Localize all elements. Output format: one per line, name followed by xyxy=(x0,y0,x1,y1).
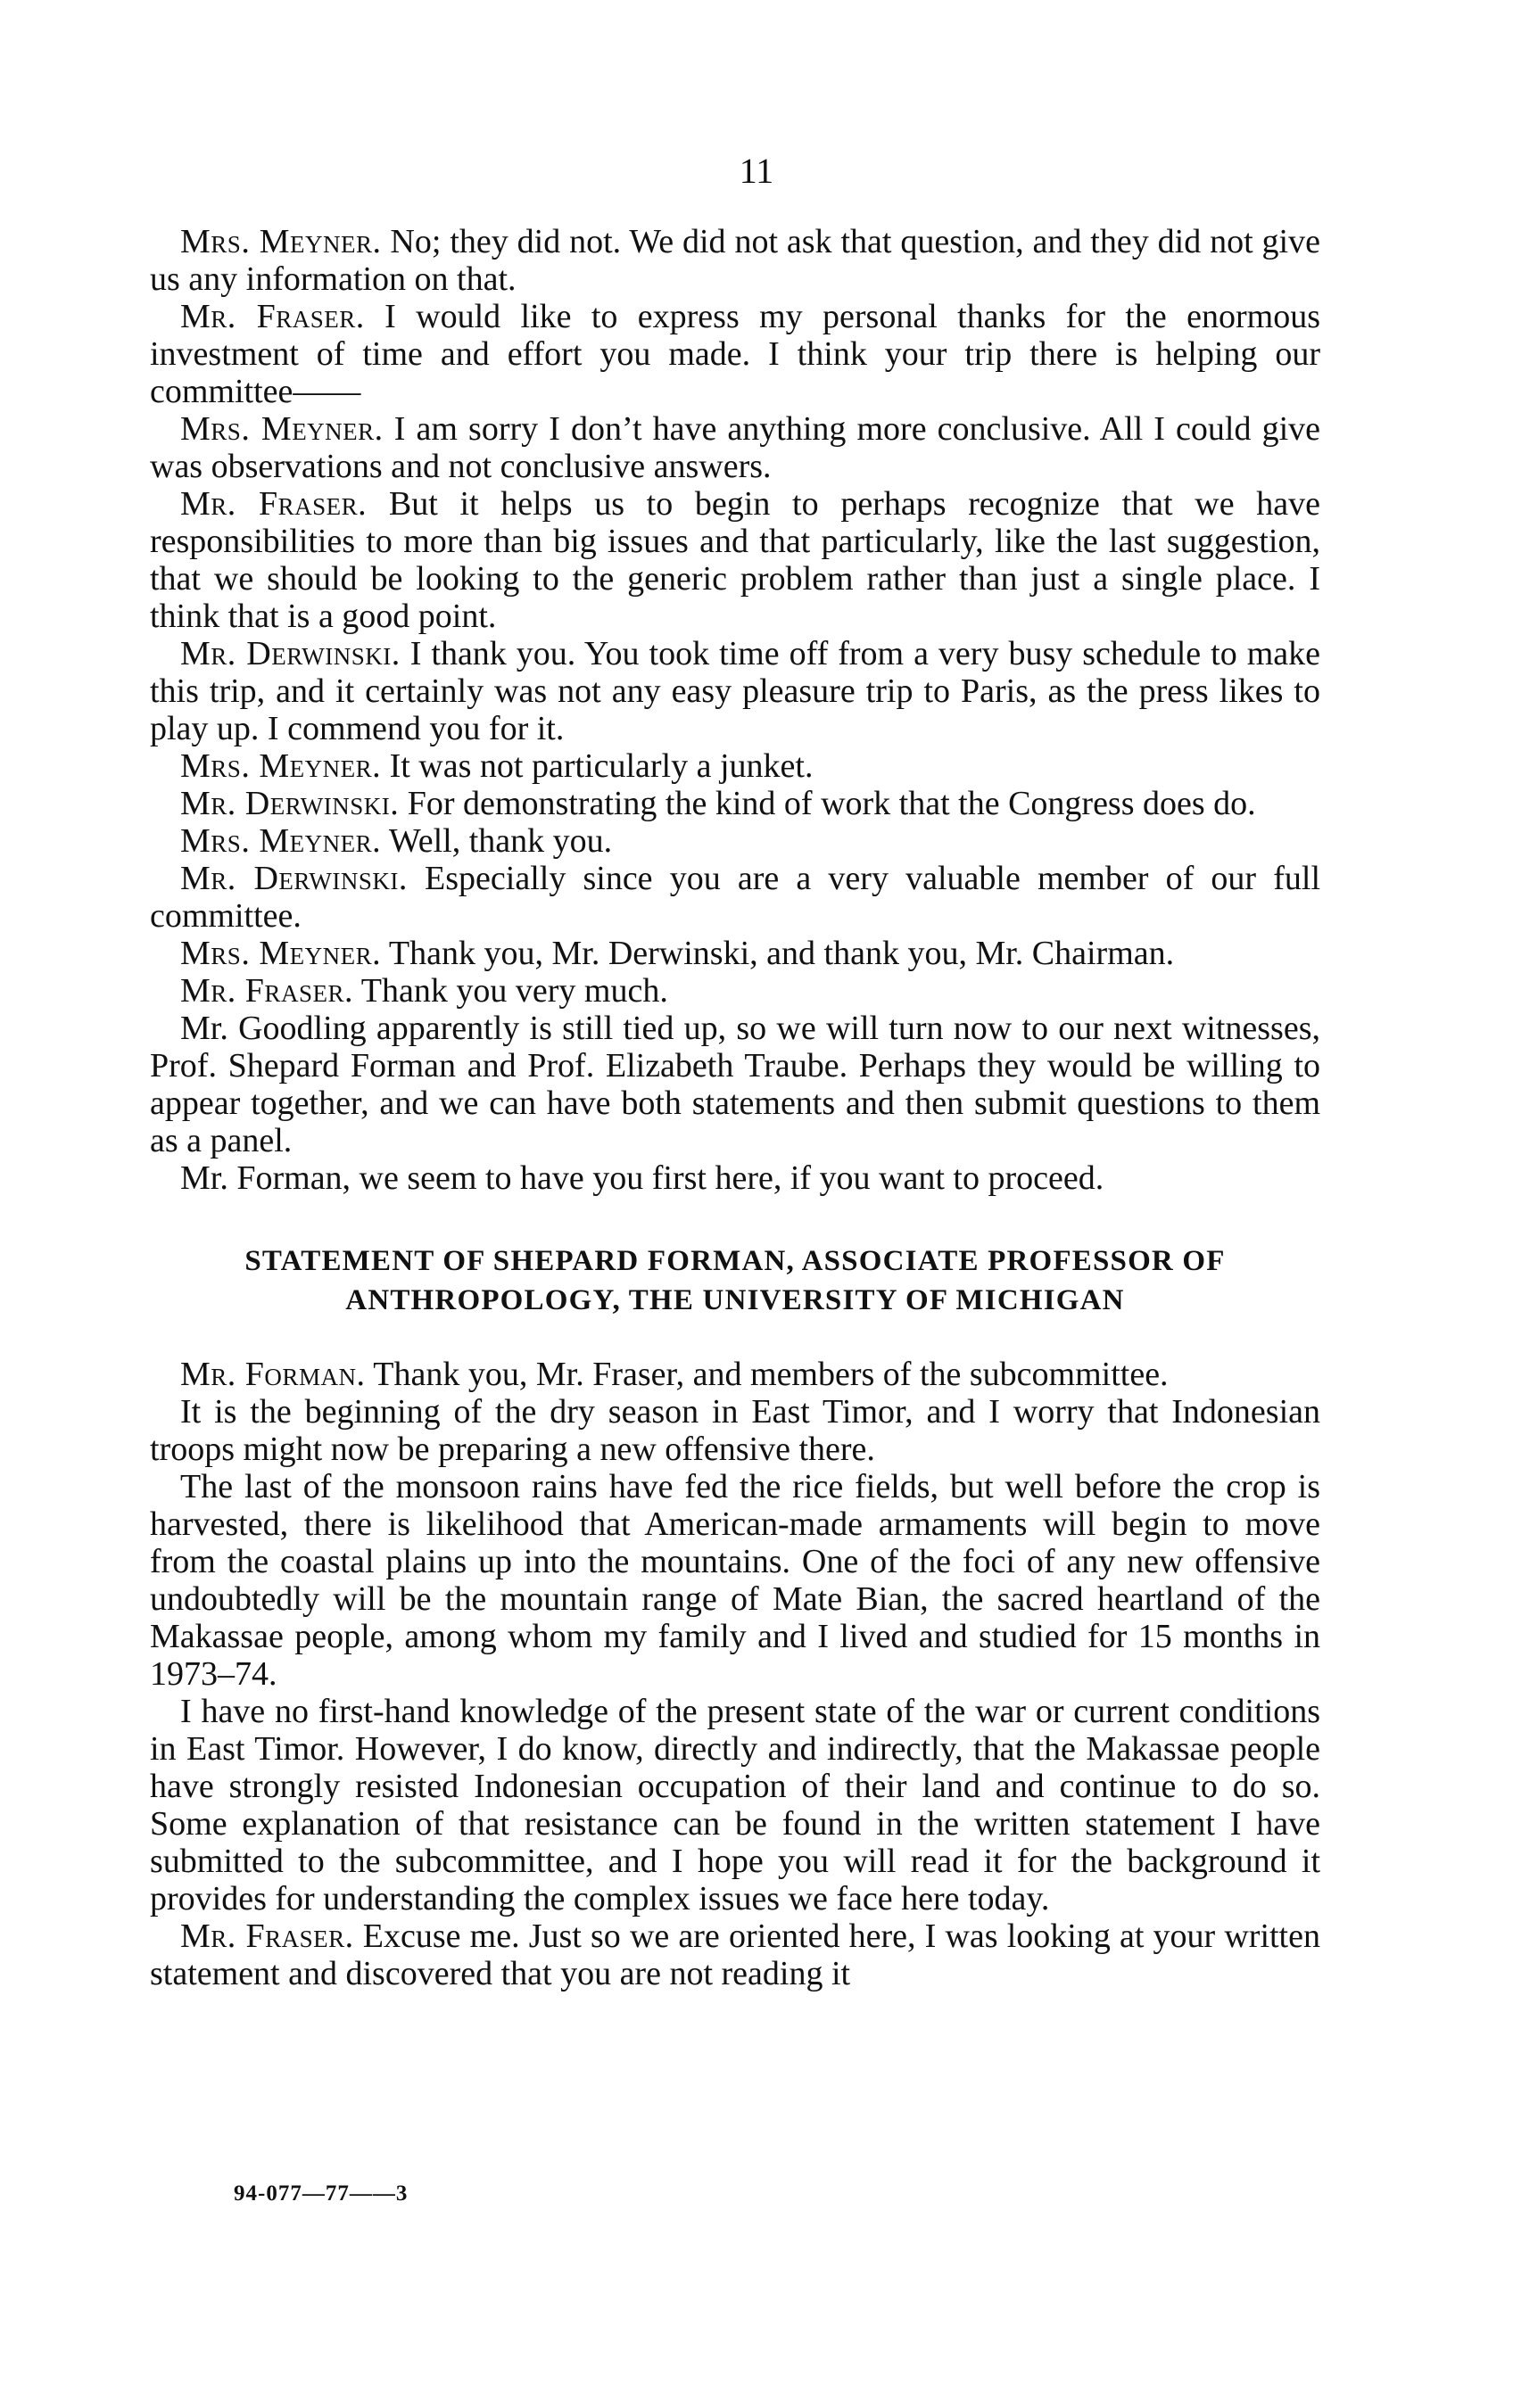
transcript-paragraph xyxy=(150,747,1320,785)
paragraph-text: I am sorry I don’t have anything more conclusive. All I could give was observations and not conclusive answers. xyxy=(150,410,1320,485)
speaker-name: Mr. Derwinski. xyxy=(180,785,400,822)
paragraph-text: Thank you, Mr. Derwinski, and thank you, Mr. Chairman. xyxy=(388,935,1175,972)
paragraph-text: I would like to express my personal thanks for the enormous investment of time and effort you made. I think your trip there is helping our committee—— xyxy=(150,298,1320,410)
paragraph-text: Thank you very much. xyxy=(360,972,668,1010)
speaker-name: Mrs. Meyner. xyxy=(180,410,384,448)
speaker-name: Mr. Fraser. xyxy=(180,298,365,335)
paragraph-text: But it helps us to begin to perhaps recognize that we have responsibilities to more than big issues and that particularly, like the last suggestion, that we should be looking to the generic problem rather than just a single place. I think that is a good point. xyxy=(150,485,1320,635)
speaker-name: Mr. Fraser. xyxy=(180,1917,354,1955)
paragraph-text: For demonstrating the kind of work that the Congress does do. xyxy=(407,785,1256,822)
statement-heading-line1: STATEMENT OF SHEPARD FORMAN, ASSOCIATE PROFESSOR OF xyxy=(244,1245,1226,1277)
paragraph-text: Mr. Forman, we seem to have you first here, if you want to proceed. xyxy=(180,1159,1104,1197)
speaker-name: Mrs. Meyner. xyxy=(180,935,382,972)
speaker-name: Mr. Derwinski. xyxy=(180,860,408,897)
speaker-name: Mrs. Meyner. xyxy=(180,822,382,860)
transcript-paragraph xyxy=(150,635,1320,747)
paragraph-text: No; they did not. We did not ask that question, and they did not give us any information on that. xyxy=(150,223,1320,298)
transcript-top-section xyxy=(150,223,1320,1197)
paragraph-text: Mr. Goodling apparently is still tied up, so we will turn now to our next witnesses, Prof. Shepard Forman and Prof. Elizabeth Traube. Perhaps they would be willing to appear together, and we can have both statements and then submit questions to them as a panel. xyxy=(150,1010,1320,1159)
transcript-paragraph xyxy=(150,1468,1320,1693)
transcript-paragraph xyxy=(150,1356,1320,1393)
transcript-paragraph xyxy=(150,1159,1320,1197)
speaker-name: Mr. Fraser. xyxy=(180,972,353,1010)
paragraph-text: Well, thank you. xyxy=(388,822,613,860)
speaker-name: Mrs. Meyner. xyxy=(180,747,382,785)
paragraph-text: Thank you, Mr. Fraser, and members of the subcommittee. xyxy=(373,1356,1169,1393)
speaker-name: Mrs. Meyner. xyxy=(180,223,382,260)
paragraph-text: It was not particularly a junket. xyxy=(389,747,814,785)
statement-heading-line2: ANTHROPOLOGY, THE UNIVERSITY OF MICHIGAN xyxy=(345,1284,1125,1316)
transcript-paragraph xyxy=(150,972,1320,1010)
transcript-paragraph xyxy=(150,1010,1320,1159)
paragraph-text: Especially since you are a very valuable member of our full committee. xyxy=(150,860,1321,935)
transcript-paragraph xyxy=(150,822,1320,860)
page-number: 11 xyxy=(739,151,774,191)
statement-heading xyxy=(150,1241,1320,1320)
transcript-paragraph xyxy=(150,785,1320,822)
transcript-paragraph xyxy=(150,1393,1320,1468)
footer-print-code: 94-077—77——3 xyxy=(234,2181,409,2206)
paragraph-text: The last of the monsoon rains have fed the rice fields, but well before the crop is harvested, there is likelihood that American-made armaments will begin to move from the coastal plains up into the mountains. One of the foci of any new offensive undoubtedly will be the mountain range of Mate Bian, the sacred heartland of the Makassae people, among whom my family and I lived and studied for 15 months in 1973–74. xyxy=(150,1468,1320,1693)
paragraph-text: I have no first-hand knowledge of the present state of the war or current conditions in East Timor. However, I do know, directly and indirectly, that the Makassae people have strongly resisted Indonesian occupation of their land and continue to do so. Some explanation of that resistance can be found in the written statement I have submitted to the subcommittee, and I hope you will read it for the background it provides for understanding the complex issues we face here today. xyxy=(150,1693,1320,1917)
transcript-paragraph xyxy=(150,223,1320,298)
speaker-name: Mr. Derwinski. xyxy=(180,635,401,672)
transcript-body xyxy=(150,223,1320,1992)
speaker-name: Mr. Fraser. xyxy=(180,485,368,523)
speaker-name: Mr. Forman. xyxy=(180,1356,366,1393)
transcript-paragraph xyxy=(150,485,1320,635)
transcript-paragraph xyxy=(150,298,1320,410)
transcript-paragraph xyxy=(150,860,1320,935)
transcript-bottom-section xyxy=(150,1356,1320,1992)
transcript-paragraph xyxy=(150,935,1320,972)
transcript-paragraph xyxy=(150,410,1320,485)
paragraph-text: Excuse me. Just so we are oriented here, I was looking at your written statement and discovered that you are not reading it xyxy=(150,1917,1320,1992)
paragraph-text: I thank you. You took time off from a very busy schedule to make this trip, and it certainly was not any easy pleasure trip to Paris, as the press likes to play up. I commend you for it. xyxy=(150,635,1321,747)
transcript-paragraph xyxy=(150,1917,1320,1992)
paragraph-text: It is the beginning of the dry season in East Timor, and I worry that Indonesian troops might now be preparing a new offensive there. xyxy=(150,1393,1320,1468)
transcript-paragraph xyxy=(150,1693,1320,1917)
